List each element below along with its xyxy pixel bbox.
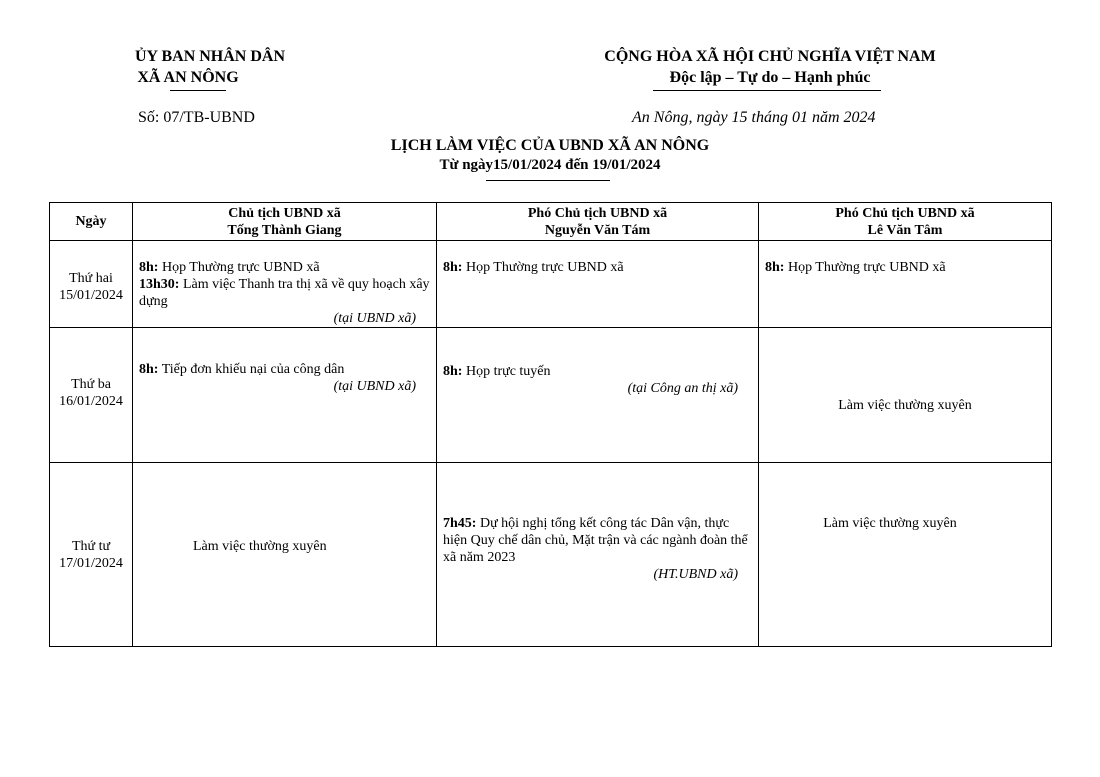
entry-text: Dự hội nghị tổng kết công tác Dân vận, thực hiện Quy chế dân chủ, Mặt trận và các ngành đoàn thể xã năm 2023 <box>443 516 748 565</box>
table-row <box>50 463 1052 647</box>
vice-chair-2-name: Lê Văn Tâm <box>867 222 943 238</box>
entry-text: Họp Thường trực UBND xã <box>784 260 946 275</box>
chairman-cell <box>133 241 437 328</box>
entry-text: Tiếp đơn khiếu nại của công dân <box>158 362 345 377</box>
title-underline <box>486 180 610 181</box>
schedule-entry <box>437 463 758 566</box>
vice-chair-1-cell <box>437 241 759 328</box>
entry-time: 7h45: <box>443 516 477 531</box>
day-cell <box>50 463 133 647</box>
header-vice-chair-1 <box>437 203 759 241</box>
vice-chair-2-cell <box>759 463 1052 647</box>
vice-chair-1-cell <box>437 328 759 463</box>
chairman-name: Tống Thành Giang <box>227 222 342 238</box>
chairman-cell <box>133 328 437 463</box>
entry-time: 8h: <box>443 364 463 379</box>
weekday: Thứ tư <box>71 538 111 554</box>
entry-time: 8h: <box>765 260 785 275</box>
place-date: An Nông, ngày 15 tháng 01 năm 2024 <box>632 109 876 126</box>
entry-location: (HT.UBND xã) <box>653 567 738 582</box>
regular-work: Làm việc thường xuyên <box>193 539 327 554</box>
table-header-row <box>50 203 1052 241</box>
table-row <box>50 328 1052 463</box>
date-range: Từ ngày15/01/2024 đến 19/01/2024 <box>439 157 661 173</box>
regular-work: Làm việc thường xuyên <box>823 516 957 531</box>
schedule-entry <box>437 328 758 380</box>
chairman-cell <box>133 463 437 647</box>
schedule-entry <box>133 328 436 378</box>
vice-chair-1-role: Phó Chủ tịch UBND xã <box>527 205 668 221</box>
entry-location: (tại UBND xã) <box>333 311 416 326</box>
regular-work: Làm việc thường xuyên <box>838 398 972 413</box>
entry-time: 8h: <box>443 260 463 275</box>
header-vice-chair-2 <box>759 203 1052 241</box>
entry-time: 8h: <box>139 362 159 377</box>
date: 15/01/2024 <box>59 288 123 303</box>
left-underline <box>170 90 226 91</box>
header-chairman <box>133 203 437 241</box>
vice-chair-1-name: Nguyễn Văn Tám <box>544 222 651 238</box>
vice-chair-2-role: Phó Chủ tịch UBND xã <box>835 205 975 221</box>
chairman-role: Chủ tịch UBND xã <box>228 205 341 221</box>
entry-text: Họp Thường trực UBND xã <box>158 260 320 275</box>
weekday: Thứ hai <box>69 271 113 286</box>
right-underline <box>653 90 881 91</box>
entry-text: Họp Thường trực UBND xã <box>462 260 624 275</box>
header-day: Ngày <box>50 203 133 241</box>
schedule-entry <box>133 276 436 310</box>
commune-name: XÃ AN NÔNG <box>137 69 239 86</box>
date: 16/01/2024 <box>59 394 123 409</box>
schedule-entry <box>133 241 436 276</box>
entry-location: (tại UBND xã) <box>333 379 416 394</box>
table-row <box>50 241 1052 328</box>
national-motto: Độc lập – Tự do – Hạnh phúc <box>669 69 871 86</box>
vice-chair-2-cell <box>759 241 1052 328</box>
entry-text: Họp trực tuyến <box>462 364 551 379</box>
vice-chair-2-cell <box>759 328 1052 463</box>
entry-time: 13h30: <box>139 277 180 292</box>
entry-time: 8h: <box>139 260 159 275</box>
national-title: CỘNG HÒA XÃ HỘI CHỦ NGHĨA VIỆT NAM <box>604 48 936 65</box>
document-number: Số: 07/TB-UBND <box>138 109 255 126</box>
date: 17/01/2024 <box>59 555 123 571</box>
weekday: Thứ ba <box>71 377 111 392</box>
entry-text: Làm việc Thanh tra thị xã về quy hoạch xây dựng <box>139 277 430 309</box>
schedule-table <box>49 202 1052 647</box>
entry-location: (tại Công an thị xã) <box>627 381 738 396</box>
schedule-entry <box>759 241 1051 276</box>
day-cell <box>50 241 133 328</box>
vice-chair-1-cell <box>437 463 759 647</box>
agency-name: ỦY BAN NHÂN DÂN <box>134 48 286 65</box>
schedule-entry <box>437 241 758 276</box>
day-cell <box>50 328 133 463</box>
document-title: LỊCH LÀM VIỆC CỦA UBND XÃ AN NÔNG <box>390 137 710 154</box>
